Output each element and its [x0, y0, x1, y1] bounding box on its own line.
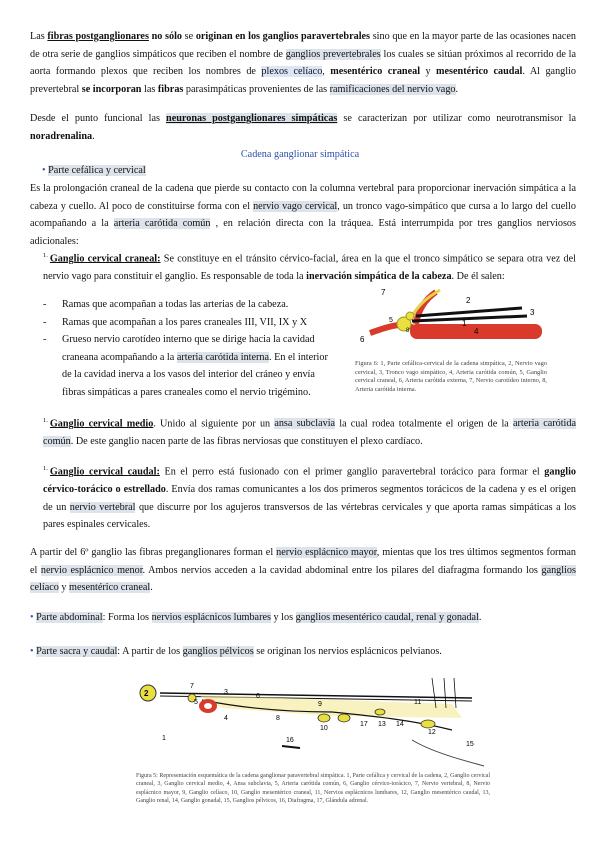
- term-fibras-postganglionares: fibras postganglionares: [47, 31, 149, 42]
- list-item: - Ramas que acompañan a los pares craneales III, VII, IX y X: [43, 316, 308, 328]
- term-ganglios-prevertebrales: ganglios prevertebrales: [285, 48, 381, 60]
- term-nervio-esplacnico-menor: nervio esplácnico menor: [40, 564, 143, 576]
- term-ganglios-mesenterico-caudal: ganglios mesentérico caudal, renal y gonadal: [295, 612, 479, 623]
- ganglio-renal-mark: [375, 709, 385, 715]
- section-title: Cadena ganglionar simpática: [240, 149, 360, 160]
- figure-2-diagram: [132, 668, 494, 770]
- fig2-label-14: 14: [396, 721, 404, 728]
- term-ansa-subclavia: ansa subclavia: [274, 418, 336, 430]
- fig1-label-1: 1: [462, 319, 467, 328]
- fig1-label-3: 3: [530, 308, 535, 317]
- term-ganglios-pelvicos: ganglios pélvicos: [182, 646, 254, 657]
- fig2-label-4: 4: [224, 715, 228, 722]
- term-ganglio-estrellado: ganglio cérvico-torácico o estrellado: [43, 466, 576, 495]
- ganglio-cervical-medio: $^{1.}$ Ganglio cervical medio. Unido al siguiente por un ansa subclavia la cual rodea totalmente el origen de la arteria carótida común. De este ganglio nacen parte de las fibras nerviosas que constituyen el plexo cardíaco.: [43, 417, 576, 447]
- esplacnicos-paragraph: A partir del 6º ganglio las fibras preganglionares forman el nervio esplácnico mayor, mientas que los tres últimos segmentos forman el nervio esplácnico menor. Ambos nervios acceden a la cavidad abdominal entre los pilares del diafragma formando los ganglios celíaco y mesentérico craneal.: [30, 547, 576, 594]
- fig2-label-10: 10: [320, 725, 328, 732]
- cefalica-paragraph: Es la prolongación craneal de la cadena que pierde su contacto con la columna vertebral para proporcionar inervación simpática a la cabeza y cuello. Al poco de constituirse forma con el nervio vago cervical, un tronco vago-simpático que cursa a lo largo del cuello acompañando a la arteria carótida común , en relación directa con la tráquea. Está interrumpida por tres ganglios nerviosos adicionales:: [30, 183, 576, 247]
- term-nervio-esplacnico-mayor: nervio esplácnico mayor: [276, 547, 377, 558]
- term-arteria-carotida-comun: arteria carótida común: [113, 218, 211, 230]
- fig2-label-6: 6: [256, 693, 260, 700]
- fig2-label-12: 12: [428, 729, 436, 736]
- fig2-label-17: 17: [360, 721, 368, 728]
- nervio-vago-cervical: [412, 316, 527, 321]
- ganglio-mark: [406, 312, 414, 320]
- figure-2-caption: Figura 5: Representación esquemática de la cadena ganglionar paravertebral simpática. 1, Parte cefálica y cervical de la cadena, 2, Ganglio cervical craneal, 3, Ganglio cervical medio, 4, Ansa subclavia, 5, Arteria carótida común, 6, Ganglio cérvico-torácico, 7, Nervio vertebral, 8, Nervio esplácnico mayor, 9, Ganglio celíaco, 10, Ganglio mesentérico craneal, 11, Nervios esplácnicos lumbares, 12, Ganglio mesentérico caudal, 13, Ganglio renal, 14, Ganglio gonadal, 15, Ganglios pélvicos, 16, Diafragma, 17, Glándula adrenal.: [136, 773, 490, 805]
- fig2-label-11: 11: [414, 699, 422, 706]
- tronco-vago-simpatico: [416, 308, 522, 316]
- bullet-parte-abdominal: • Parte abdominal: Forma los nervios esplácnicos lumbares y los ganglios mesentérico caudal, renal y gonadal.: [30, 612, 482, 623]
- fig2-label-9: 9: [318, 701, 322, 708]
- term-originan: originan en los ganglios paravertebrales: [195, 31, 371, 42]
- bullet-icon: •: [42, 165, 46, 176]
- term-se-incorporan: se incorporan: [81, 83, 142, 95]
- term-arteria-carotida-comun-2: arteria carótida común: [43, 418, 576, 447]
- term-neuronas-postganglionares: neuronas postganglionares simpáticas: [166, 113, 338, 124]
- term-inervacion-simpatica: inervación simpática de la cabeza: [306, 270, 452, 282]
- intro-paragraph-1: Las fibras postganglionares no sólo se originan en los ganglios paravertebrales sino que en la mayor parte de las ocasiones nacen de otra serie de ganglios simpáticos que reciben el nombre de ganglios prevertebrales los cuales se sitúan próximos al recorrido de la aorta formando plexos que reciben los nombres de plexos celíaco, mesentérico craneal y mesentérico caudal. Al ganglio prevertebral se incorporan las fibras parasimpáticas provenientes de las ramificaciones del nervio vago.: [30, 31, 577, 95]
- fig2-label-15: 15: [466, 741, 474, 748]
- fig2-label-1: 1: [162, 735, 166, 742]
- figure-1-diagram: [352, 286, 550, 350]
- label-parte-abdominal: Parte abdominal: [36, 612, 103, 623]
- term-nervio-vago-cervical: nervio vago cervical: [253, 200, 338, 212]
- fig2-label-13: 13: [378, 721, 386, 728]
- ganglio-cervical-caudal: $^{1.}$ Ganglio cervical caudal: En el perro está fusionado con el primer ganglio paravertebral torácico para formar el ganglio cérvico-torácico o estrellado. Envía dos ramas comunicantes a los dos primeros segmentos torácicos de la cadena y es el origen de un nervio vertebral que discurre por los agujeros transversos de las vértebras cervicales y que aporta ramas simpáticas a los pares espinales cervicales.: [43, 465, 576, 531]
- bullet-icon: •: [30, 646, 34, 657]
- heading-ganglio-cervical-medio: Ganglio cervical medio: [49, 418, 154, 430]
- text: Las: [30, 31, 48, 42]
- term-ganglios-celiaco: ganglios celíaco: [30, 564, 576, 594]
- ganglio-celiaco-mark: [318, 714, 330, 722]
- fig1-label-6: 6: [360, 335, 365, 344]
- figure-1-caption: Figura 6: 1, Parte cefálica-cervical de la cadena simpática, 2, Nervio vago cervical, 3, Tronco vago simpático, 4, Arteria carótida común, 5, Ganglio cervical craneal, 6, Arteria carótida externa, 7, Nervio carotídeo interno, 8, Arteria carótida interna.: [355, 360, 547, 393]
- fig2-label-8: 8: [276, 715, 280, 722]
- fig1-label-2: 2: [466, 296, 471, 305]
- fig1-label-5: 5: [389, 317, 393, 324]
- term-nervio-vertebral: nervio vertebral: [69, 501, 136, 513]
- term-arteria-carotida-interna: arteria carótida interna: [176, 351, 270, 363]
- bullet-parte-sacra: • Parte sacra y caudal: A partir de los ganglios pélvicos se originan los nervios esplácnicos pelvianos.: [30, 646, 442, 657]
- term-mesenterico-caudal: mesentérico caudal: [436, 66, 523, 78]
- term-no-solo: no sólo: [151, 31, 182, 42]
- term-mesenterico-craneal-2: mesentérico craneal: [69, 582, 151, 594]
- ganglio-mesenterico-mark: [338, 714, 350, 722]
- arrow-16: [282, 746, 300, 748]
- intro-paragraph-2: Desde el punto funcional las neuronas postganglionares simpáticas se caracterizan por utilizar como neurotransmisor la noradrenalina.: [30, 113, 576, 142]
- label-parte-cefalica: Parte cefálica y cervical: [48, 165, 146, 176]
- heading-ganglio-cervical-caudal: Ganglio cervical caudal:: [49, 466, 160, 478]
- term-ramificaciones: ramificaciones del nervio vago: [329, 83, 456, 95]
- ramas-list: [43, 296, 331, 402]
- ganglio-cervical-craneal: $^{1.}$ Ganglio cervical craneal: Se constituye en el tránsito cérvico-facial, área en la que el tronco simpático se separa otra vez del nervio vago para constituir el ganglio. Es responsable de toda la inervación simpática de la cabeza. De él salen:: [43, 252, 577, 282]
- term-mesenterico-craneal: mesentérico craneal: [330, 66, 421, 78]
- ramas-sacras: [432, 678, 456, 708]
- heading-ganglio-cervical-craneal: Ganglio cervical craneal:: [49, 253, 161, 265]
- list-number: 1.: [43, 252, 48, 259]
- fig1-label-8: 8: [406, 328, 410, 334]
- ansa-mark: [204, 703, 212, 709]
- bullet-icon: •: [30, 612, 34, 623]
- fig2-label-3: 3: [224, 689, 228, 696]
- ganglio-caudal-mark: [421, 720, 435, 728]
- list-item: - Ramas que acompañan a todas las arterias de la cabeza.: [43, 299, 289, 310]
- label-parte-sacra: Parte sacra y caudal: [36, 646, 118, 657]
- term-fibras: fibras: [157, 83, 184, 95]
- list-item: - Grueso nervio carotídeo interno que se dirige hacia la cavidad craneana acompañando a la arteria carótida interna. En el interior de la cavidad inerva a los vasos del interior del cráneo y envía fibras simpáticas a pares craneales como el nervio trigémino.: [43, 334, 328, 398]
- fig2-label-7: 7: [190, 683, 194, 690]
- bullet-parte-cefalica: [42, 162, 576, 180]
- fig1-label-7: 7: [381, 288, 386, 297]
- fig1-label-4: 4: [474, 327, 479, 336]
- fig2-label-5: 5: [194, 699, 198, 706]
- term-plexos-celiaco: plexos celíaco: [261, 66, 323, 78]
- fig2-label-2: 2: [144, 689, 149, 698]
- term-noradrenalina: noradrenalina: [30, 130, 93, 142]
- fig2-label-16: 16: [286, 737, 294, 744]
- term-nervios-esplacnicos-lumbares: nervios esplácnicos lumbares: [151, 612, 271, 623]
